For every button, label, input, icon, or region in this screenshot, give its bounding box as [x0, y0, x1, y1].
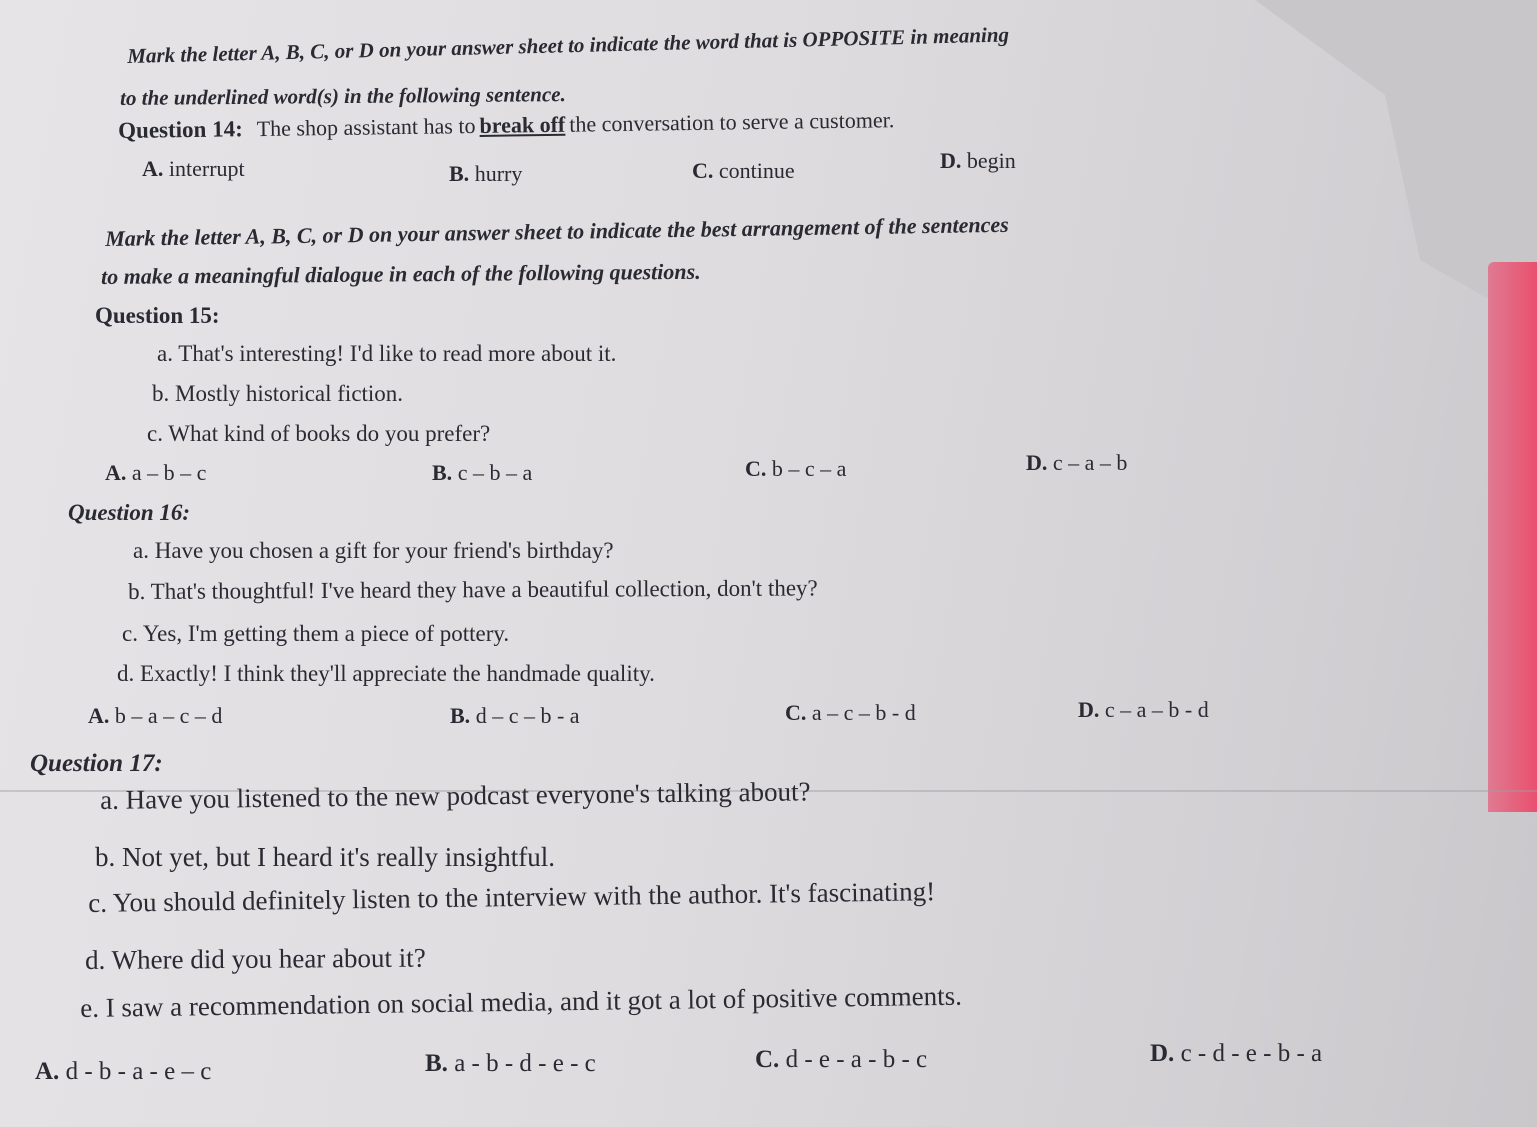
q16-item-c: c. Yes, I'm getting them a piece of pottery. [122, 621, 510, 646]
pink-folder-edge [1488, 262, 1537, 812]
q15-item-c: c. What kind of books do you prefer? [147, 421, 491, 446]
q17-option-b-text: a - b - d - e - c [454, 1050, 596, 1077]
instruction-1-line-1: Mark the letter A, B, C, or D on your answer sheet to indicate the word that is OPPOSITE in meaning [127, 22, 1010, 68]
q17-item-c: c. You should definitely listen to the interview with the author. It's fascinating! [88, 876, 936, 918]
q14-option-a[interactable] [142, 156, 245, 182]
q14-option-b[interactable] [449, 161, 522, 187]
q15-option-a-letter: A. [105, 460, 127, 485]
q17-option-c[interactable] [755, 1046, 927, 1074]
q14-option-b-letter: B. [449, 161, 470, 186]
q15-option-c[interactable] [745, 456, 846, 482]
q15-option-c-letter: C. [745, 456, 767, 481]
question-14-label: Question 14: [118, 116, 243, 143]
q17-option-d-letter: D. [1150, 1040, 1175, 1067]
q17-option-b-letter: B. [425, 1050, 448, 1077]
q15-option-d-letter: D. [1026, 450, 1048, 475]
q17-option-a-text: d - b - a - e – c [65, 1058, 212, 1085]
q15-item-a: a. That's interesting! I'd like to read more about it. [157, 341, 617, 366]
q14-option-c-text: continue [718, 158, 795, 183]
instruction-2-line-2: to make a meaningful dialogue in each of the following questions. [101, 258, 701, 289]
question-14-underlined-word: break off [479, 111, 566, 138]
q15-option-b-letter: B. [432, 460, 453, 485]
q16-item-d: d. Exactly! I think they'll appreciate the handmade quality. [117, 661, 655, 686]
q15-option-d-text: c – a – b [1052, 450, 1128, 475]
instruction-2-line-1: Mark the letter A, B, C, or D on your answer sheet to indicate the best arrangement of the sentences [105, 211, 1009, 251]
question-14-text-after: the conversation to serve a customer. [569, 107, 895, 137]
q17-option-b[interactable] [425, 1050, 596, 1078]
q16-option-a[interactable] [88, 703, 222, 729]
q16-option-c[interactable] [785, 700, 916, 726]
q14-option-a-letter: A. [142, 156, 164, 181]
q14-option-d-text: begin [966, 148, 1016, 173]
q14-option-a-text: interrupt [168, 156, 245, 181]
q16-option-c-text: a – c – b - d [811, 700, 916, 725]
q17-option-c-letter: C. [755, 1046, 780, 1073]
q14-option-c-letter: C. [692, 158, 714, 183]
q16-item-b: b. That's thoughtful! I've heard they have a beautiful collection, don't they? [128, 575, 818, 604]
q17-item-e: e. I saw a recommendation on social media, and it got a lot of positive comments. [80, 980, 963, 1023]
q17-item-a: a. Have you listened to the new podcast everyone's talking about? [100, 776, 811, 815]
q14-option-c[interactable] [692, 158, 795, 184]
q16-option-d-text: c – a – b - d [1104, 697, 1209, 722]
q14-option-b-text: hurry [474, 161, 523, 186]
q16-option-d[interactable] [1078, 697, 1209, 723]
q15-option-b[interactable] [432, 460, 532, 486]
q16-option-c-letter: C. [785, 700, 807, 725]
q15-option-c-text: b – c – a [771, 456, 847, 481]
q16-option-b-letter: B. [450, 703, 471, 728]
q15-option-d[interactable] [1026, 450, 1127, 476]
q16-option-a-letter: A. [88, 703, 110, 728]
q17-option-a-letter: A. [35, 1058, 60, 1085]
q17-item-d: d. Where did you hear about it? [85, 942, 426, 975]
q17-item-b: b. Not yet, but I heard it's really insightful. [95, 842, 556, 872]
q17-option-d[interactable] [1150, 1040, 1322, 1068]
q17-option-a[interactable] [35, 1058, 211, 1086]
question-17-label: Question 17: [30, 750, 163, 777]
q16-option-b-text: d – c – b - a [475, 703, 580, 728]
q16-option-d-letter: D. [1078, 697, 1100, 722]
q15-option-a[interactable] [105, 460, 206, 486]
q17-option-d-text: c - d - e - b - a [1180, 1040, 1323, 1067]
q16-item-a: a. Have you chosen a gift for your friend's birthday? [133, 538, 614, 563]
q16-option-b[interactable] [450, 703, 580, 729]
q15-item-b: b. Mostly historical fiction. [152, 381, 404, 406]
q17-option-c-text: d - e - a - b - c [785, 1046, 928, 1073]
q15-option-b-text: c – b – a [457, 460, 533, 485]
q14-option-d[interactable] [940, 148, 1016, 174]
q16-option-a-text: b – a – c – d [114, 703, 223, 728]
question-14-text-before: The shop assistant has to [256, 113, 476, 142]
question-16-label: Question 16: [68, 500, 191, 525]
q14-option-d-letter: D. [940, 148, 962, 173]
q15-option-a-text: a – b – c [131, 460, 207, 485]
instruction-1-line-2: to the underlined word(s) in the following sentence. [120, 82, 566, 110]
question-15-label: Question 15: [95, 303, 220, 328]
